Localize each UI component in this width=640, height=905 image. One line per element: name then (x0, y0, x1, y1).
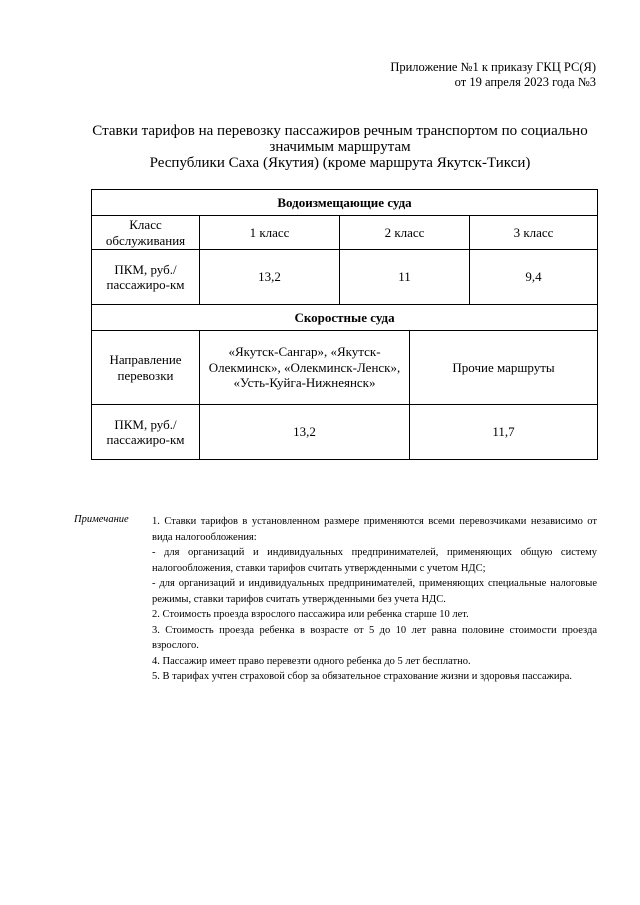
route-group-a-rate: 13,2 (200, 405, 410, 460)
class-1-rate: 13,2 (200, 250, 340, 305)
title-line-2: значимым маршрутам (269, 139, 411, 155)
class-1-header: 1 класс (200, 216, 340, 250)
route-group-a: «Якутск-Сангар», «Якутск-Олекминск», «Олекминск-Ленск», «Усть-Куйга-Нижнеянск» (200, 331, 410, 405)
class-3-rate: 9,4 (470, 250, 598, 305)
pkm-label-cell: ПКМ, руб./пассажиро-км (92, 250, 200, 305)
order-reference-line-1: Приложение №1 к приказу ГКЦ РС(Я) (390, 60, 596, 74)
class-2-rate: 11 (340, 250, 470, 305)
tariff-table (91, 189, 598, 460)
note-item: - для организаций и индивидуальных предпринимателей, применяющих специальные налоговые режимы, ставки тарифов считать утвержденными без учета НДС. (152, 578, 597, 605)
notes-label: Примечание (74, 514, 129, 525)
order-reference-line-2: от 19 апреля 2023 года №3 (454, 75, 596, 89)
pkm-label-cell-fast: ПКМ, руб./пассажиро-км (92, 405, 200, 460)
note-item: - для организаций и индивидуальных предпринимателей, применяющих общую систему налогообложения, ставки тарифов считать утвержденными с учетом НДС; (152, 547, 597, 574)
note-item: 5. В тарифах учтен страховой сбор за обязательное страхование жизни и здоровья пассажира. (152, 671, 573, 682)
title-line-1: Ставки тарифов на перевозку пассажиров речным транспортом по социально (92, 123, 588, 139)
direction-label-cell: Направление перевозки (92, 331, 200, 405)
document-title (40, 123, 640, 171)
title-line-3: Республики Саха (Якутия) (кроме маршрута Якутск-Тикси) (149, 155, 531, 171)
section-heading-displacement: Водоизмещающие суда (92, 190, 598, 216)
note-item: 2. Стоимость проезда взрослого пассажира или ребенка старше 10 лет. (152, 609, 469, 620)
notes-list (152, 514, 597, 685)
route-group-other: Прочие маршруты (410, 331, 598, 405)
class-3-header: 3 класс (470, 216, 598, 250)
note-item: 1. Ставки тарифов в установленном размере применяются всеми перевозчиками независимо от вида налогообложения: (152, 516, 597, 543)
section-heading-fast: Скоростные суда (92, 305, 598, 331)
order-reference (390, 60, 596, 90)
note-item: 3. Стоимость проезда ребенка в возрасте от 5 до 10 лет равна половине стоимости проезда взрослого. (152, 624, 597, 651)
note-item: 4. Пассажир имеет право перевезти одного ребенка до 5 лет бесплатно. (152, 655, 471, 667)
route-group-other-rate: 11,7 (410, 405, 598, 460)
class-2-header: 2 класс (340, 216, 470, 250)
class-label-cell: Класс обслуживания (92, 216, 200, 250)
